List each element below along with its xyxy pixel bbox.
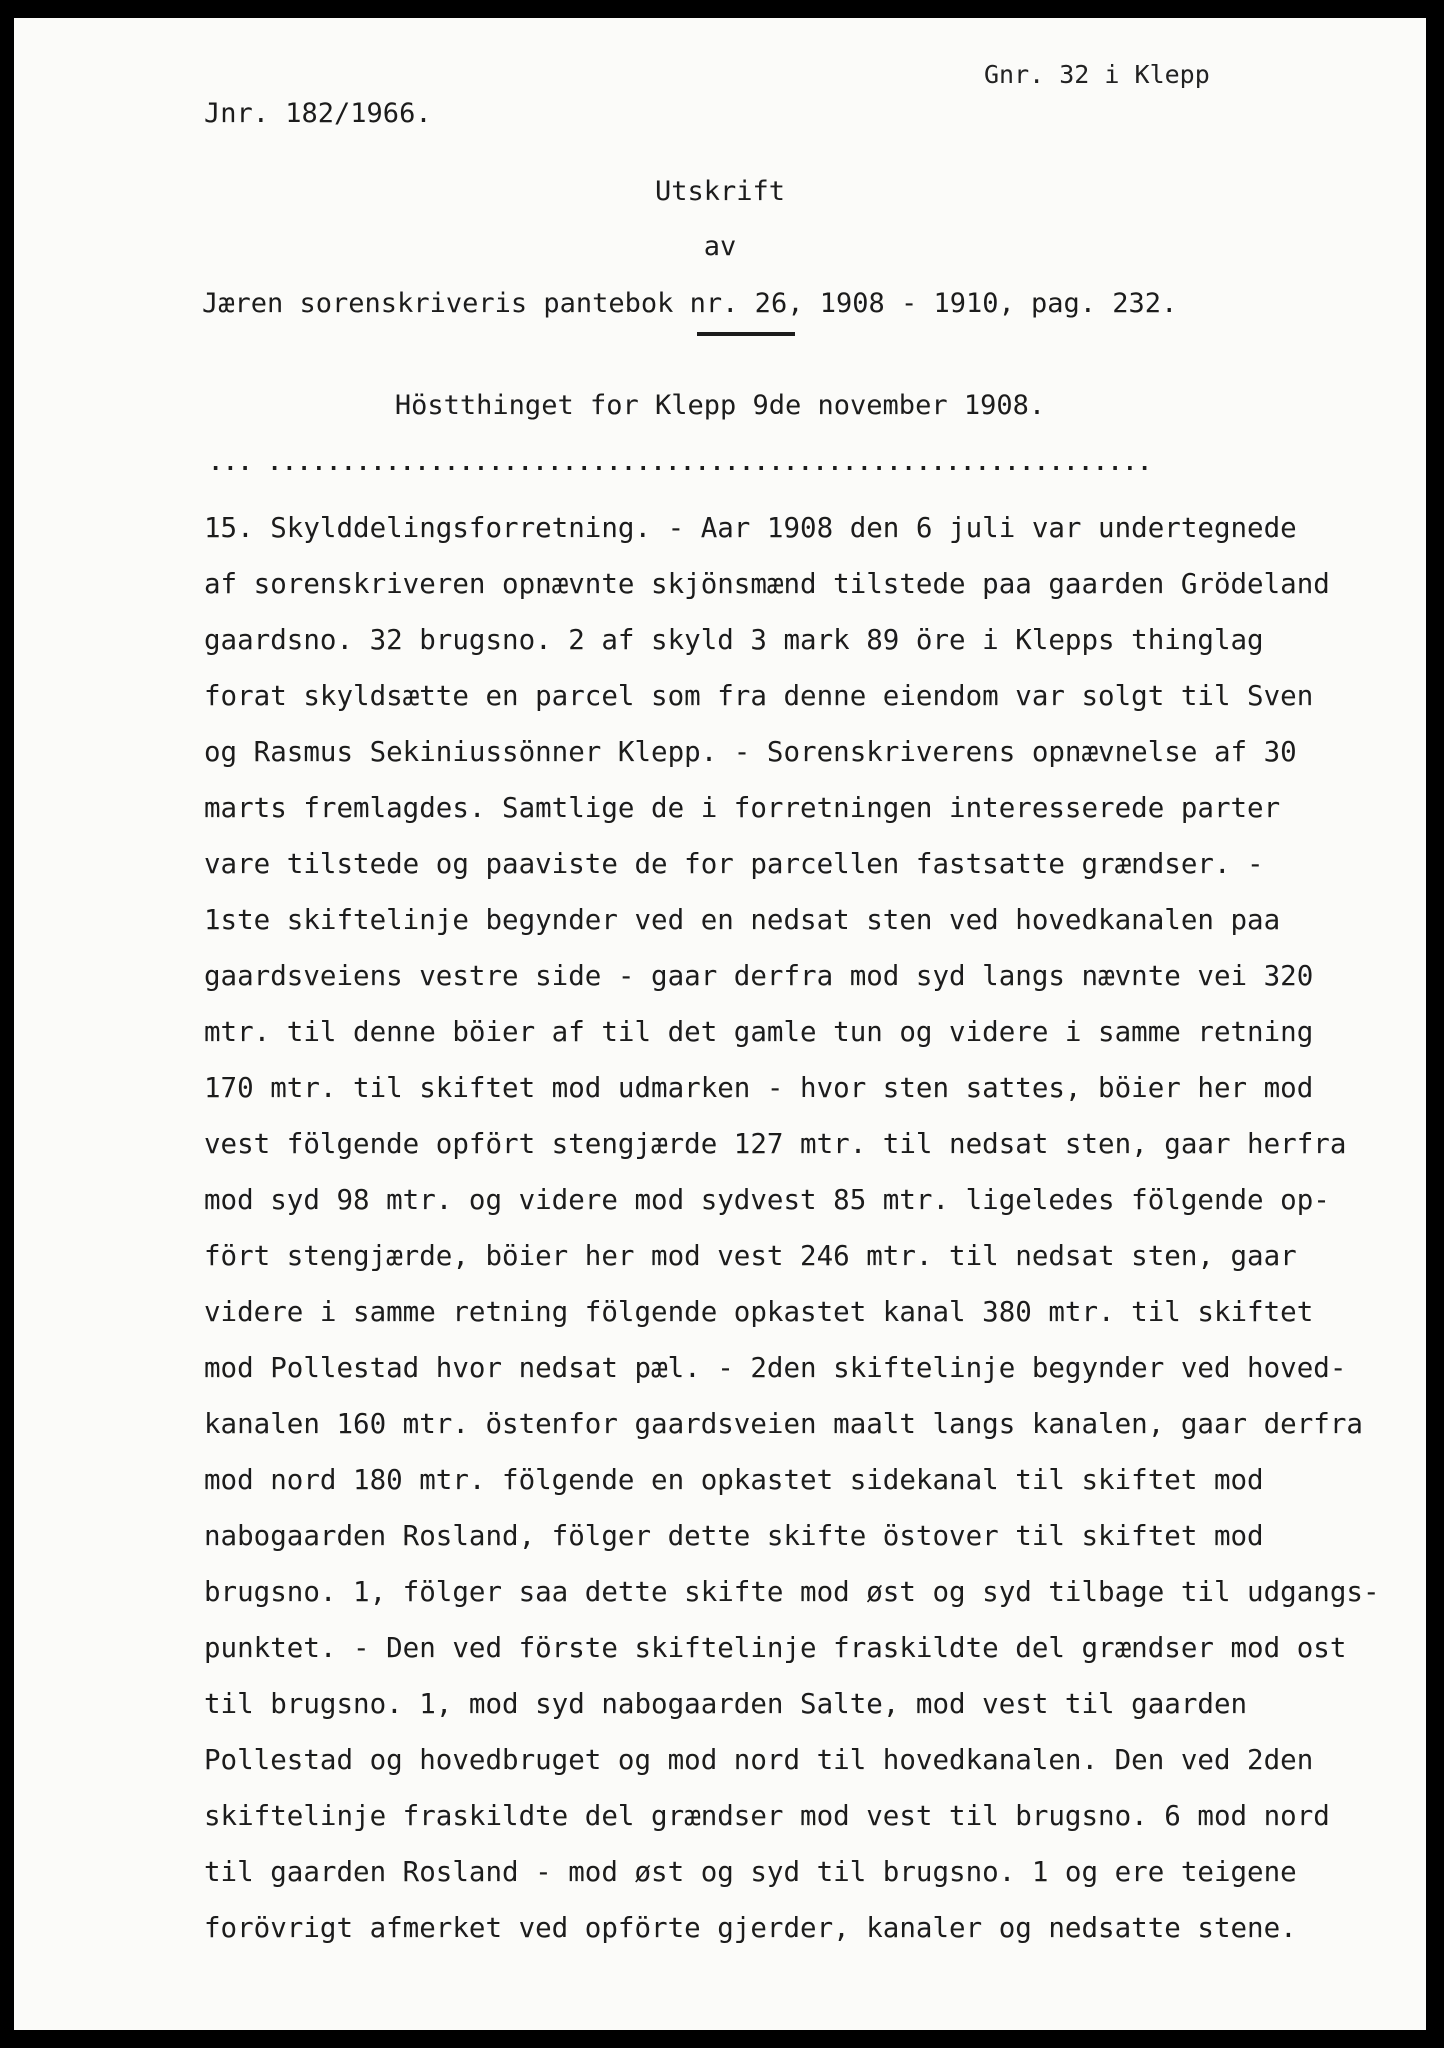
body-text-line: nabogaarden Rosland, fölger dette skifte östover til skiftet mod xyxy=(204,1520,1264,1552)
property-reference: Gnr. 32 i Klepp xyxy=(984,60,1210,89)
body-text-line: mod syd 98 mtr. og videre mod sydvest 85 mtr. ligeledes fölgende op- xyxy=(204,1184,1330,1216)
source-reference: Jæren sorenskriveris pantebok nr. 26, 1908 - 1910, pag. 232. xyxy=(202,288,1178,319)
body-text-line: marts fremlagdes. Samtlige de i forretningen interesserede parter xyxy=(204,792,1281,824)
journal-number: Jnr. 182/1966. xyxy=(204,98,432,129)
body-text-line: kanalen 160 mtr. östenfor gaardsveien maalt langs kanalen, gaar derfra xyxy=(204,1408,1363,1440)
body-text-line: vare tilstede og paaviste de for parcellen fastsatte grændser. - xyxy=(204,848,1264,880)
body-text-line: mod Pollestad hvor nedsat pæl. - 2den skiftelinje begynder ved hoved- xyxy=(204,1352,1347,1384)
body-text-line: videre i samme retning fölgende opkastet kanal 380 mtr. til skiftet xyxy=(204,1296,1314,1328)
dotted-separator: ... ............................................................ xyxy=(209,451,1153,476)
body-text-line: Pollestad og hovedbruget og mod nord til hovedkanalen. Den ved 2den xyxy=(204,1744,1314,1776)
body-text-line: forövrigt afmerket ved opförte gjerder, kanaler og nedsatte stene. xyxy=(204,1912,1297,1944)
body-text-line: mtr. til denne böier af til det gamle tun og videre i samme retning xyxy=(204,1016,1314,1048)
body-text-line: punktet. - Den ved förste skiftelinje fraskildte del grændser mod ost xyxy=(204,1632,1347,1664)
body-text-line: til brugsno. 1, mod syd nabogaarden Salte, mod vest til gaarden xyxy=(204,1688,1248,1720)
body-text-line: og Rasmus Sekiniussönner Klepp. - Sorenskriverens opnævnelse af 30 xyxy=(204,736,1297,768)
document-title-preposition: av xyxy=(703,231,737,262)
body-text-line: forat skyldsætte en parcel som fra denne eiendom var solgt til Sven xyxy=(204,680,1314,712)
body-text-line: mod nord 180 mtr. fölgende en opkastet sidekanal til skiftet mod xyxy=(204,1464,1264,1496)
body-text-line: 170 mtr. til skiftet mod udmarken - hvor sten sattes, böier her mod xyxy=(204,1072,1314,1104)
court-session-heading: Höstthinget for Klepp 9de november 1908. xyxy=(394,390,1046,421)
body-text-line: skiftelinje fraskildte del grændser mod vest til brugsno. 6 mod nord xyxy=(204,1800,1330,1832)
body-text-line: gaardsno. 32 brugsno. 2 af skyld 3 mark 89 öre i Klepps thinglag xyxy=(204,624,1264,656)
body-text-line: til gaarden Rosland - mod øst og syd til brugsno. 1 og ere teigene xyxy=(204,1856,1297,1888)
document-body xyxy=(204,500,1380,1956)
body-text-line: brugsno. 1, fölger saa dette skifte mod øst og syd tilbage til udgangs- xyxy=(204,1576,1380,1608)
body-text-line: 15. Skylddelingsforretning. - Aar 1908 den 6 juli var undertegnede xyxy=(204,512,1297,544)
document-title: Utskrift xyxy=(654,176,786,207)
handwritten-underline xyxy=(697,332,795,336)
body-text-line: gaardsveiens vestre side - gaar derfra mod syd langs nævnte vei 320 xyxy=(204,960,1314,992)
body-text-line: 1ste skiftelinje begynder ved en nedsat sten ved hovedkanalen paa xyxy=(204,904,1281,936)
body-text-line: vest fölgende opfört stengjærde 127 mtr. til nedsat sten, gaar herfra xyxy=(204,1128,1347,1160)
body-text-line: fört stengjærde, böier her mod vest 246 mtr. til nedsat sten, gaar xyxy=(204,1240,1297,1272)
body-text-line: af sorenskriveren opnævnte skjönsmænd tilstede paa gaarden Grödeland xyxy=(204,568,1330,600)
document-page xyxy=(14,18,1426,2030)
